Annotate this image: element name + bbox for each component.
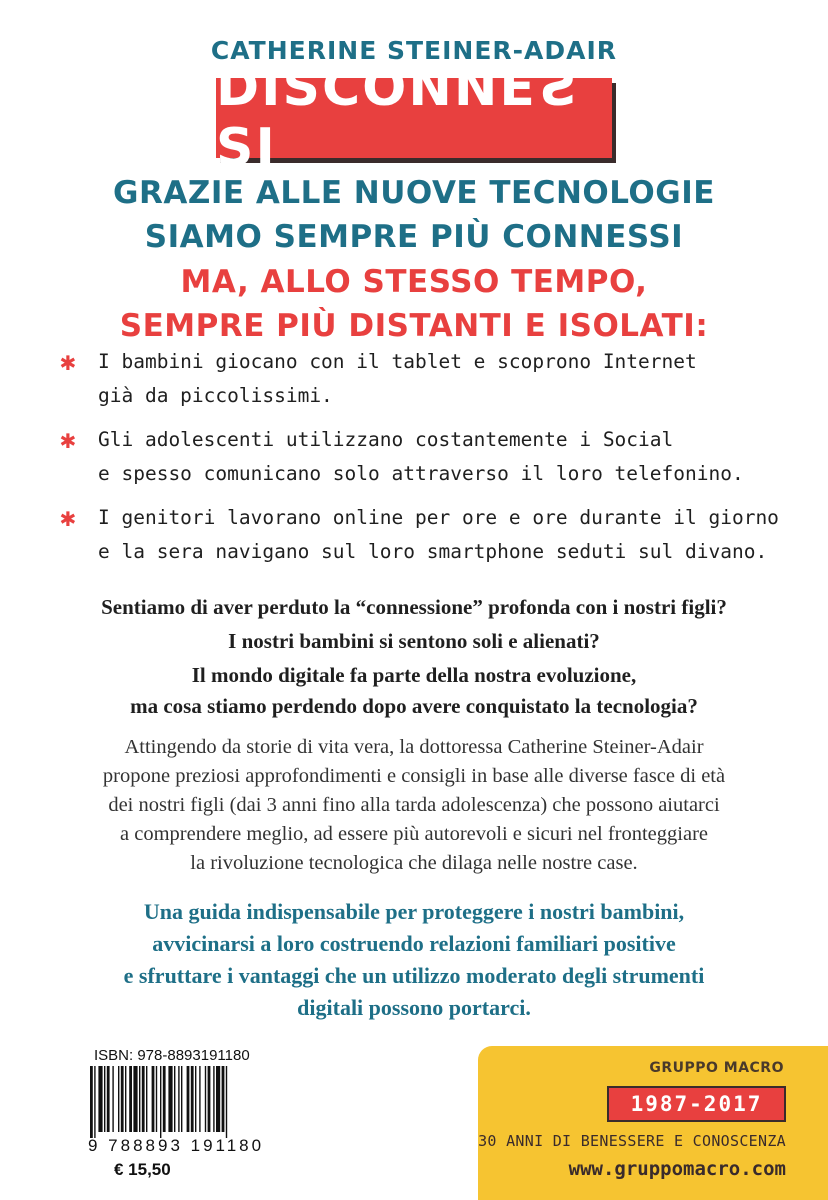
list-item <box>60 501 800 569</box>
publisher-name: GRUPPO MACRO <box>649 1060 784 1076</box>
title-part-1: DISCONNE <box>216 58 537 118</box>
closing-paragraph: Una guida indispensabile per proteggere i nostri bambini, avvicinarsi a loro costruendo relazioni familiari positive e sfruttare i vantaggi che un utilizzo moderato degli strumenti digitali possono portarci. <box>123 899 705 1020</box>
barcode-icon <box>88 1066 278 1138</box>
bullet-list <box>60 345 800 579</box>
bullet-text: I bambini giocano con il tablet e scoprono Internet già da piccolissimi. <box>98 350 697 407</box>
isbn-label: ISBN: 978-8893191180 <box>94 1047 250 1064</box>
question-2: I nostri bambini si sentono soli e alienati? <box>228 629 600 653</box>
question-3: Il mondo digitale fa parte della nostra evoluzione, ma cosa stiamo perdendo dopo avere conquistato la tecnologia? <box>130 663 698 718</box>
isbn-digits: 9 788893 191180 <box>88 1136 265 1155</box>
publisher-url: www.gruppomacro.com <box>568 1158 786 1180</box>
book-author: CATHERINE STEINER-ADAIR <box>210 36 618 65</box>
description-paragraph: Attingendo da storie di vita vera, la dottoressa Catherine Steiner-Adair propone preziosi approfondimenti e consigli in base alle diverse fasce di età dei nostri figli (dai 3 anni fino alla tarda adolescenza) che possono aiutarci a comprendere meglio, ad essere più autorevoli e sicuri nel fronteggiare la rivoluzione tecnologica che dilaga nelle nostre case. <box>102 736 726 874</box>
anniversary-years: 1987-2017 <box>630 1092 763 1116</box>
price: € 15,50 <box>114 1160 171 1179</box>
list-item <box>60 423 800 491</box>
questions-block <box>0 592 828 725</box>
asterisk-icon: ✱ <box>60 503 76 533</box>
barcode-block <box>88 1047 408 1187</box>
headline-line-2: SIAMO SEMPRE PIÙ CONNESSI <box>144 219 684 255</box>
publisher-badge <box>478 1046 828 1200</box>
bullet-text: I genitori lavorano online per ore e ore durante il giorno e la sera navigano sul loro smartphone seduti sul divano. <box>98 506 779 563</box>
asterisk-icon: ✱ <box>60 347 76 377</box>
list-item <box>60 345 800 413</box>
anniversary-banner <box>607 1086 786 1122</box>
title-part-2: SI <box>216 118 277 178</box>
book-title <box>216 58 612 178</box>
headline-line-1: GRAZIE ALLE NUOVE TECNOLOGIE <box>113 175 715 211</box>
book-title-banner <box>216 58 612 178</box>
publisher-tagline: 30 ANNI DI BENESSERE E CONOSCENZA <box>478 1132 786 1150</box>
bullet-text: Gli adolescenti utilizzano costantemente i Social e spesso comunicano solo attraverso il loro telefonino. <box>98 428 744 485</box>
asterisk-icon: ✱ <box>60 425 76 455</box>
title-flipped-letter: S <box>536 58 577 118</box>
headline-line-3: MA, ALLO STESSO TEMPO, <box>180 264 648 300</box>
question-1: Sentiamo di aver perduto la “connessione” profonda con i nostri figli? <box>101 595 727 619</box>
headline-line-4: SEMPRE PIÙ DISTANTI E ISOLATI: <box>119 308 709 344</box>
